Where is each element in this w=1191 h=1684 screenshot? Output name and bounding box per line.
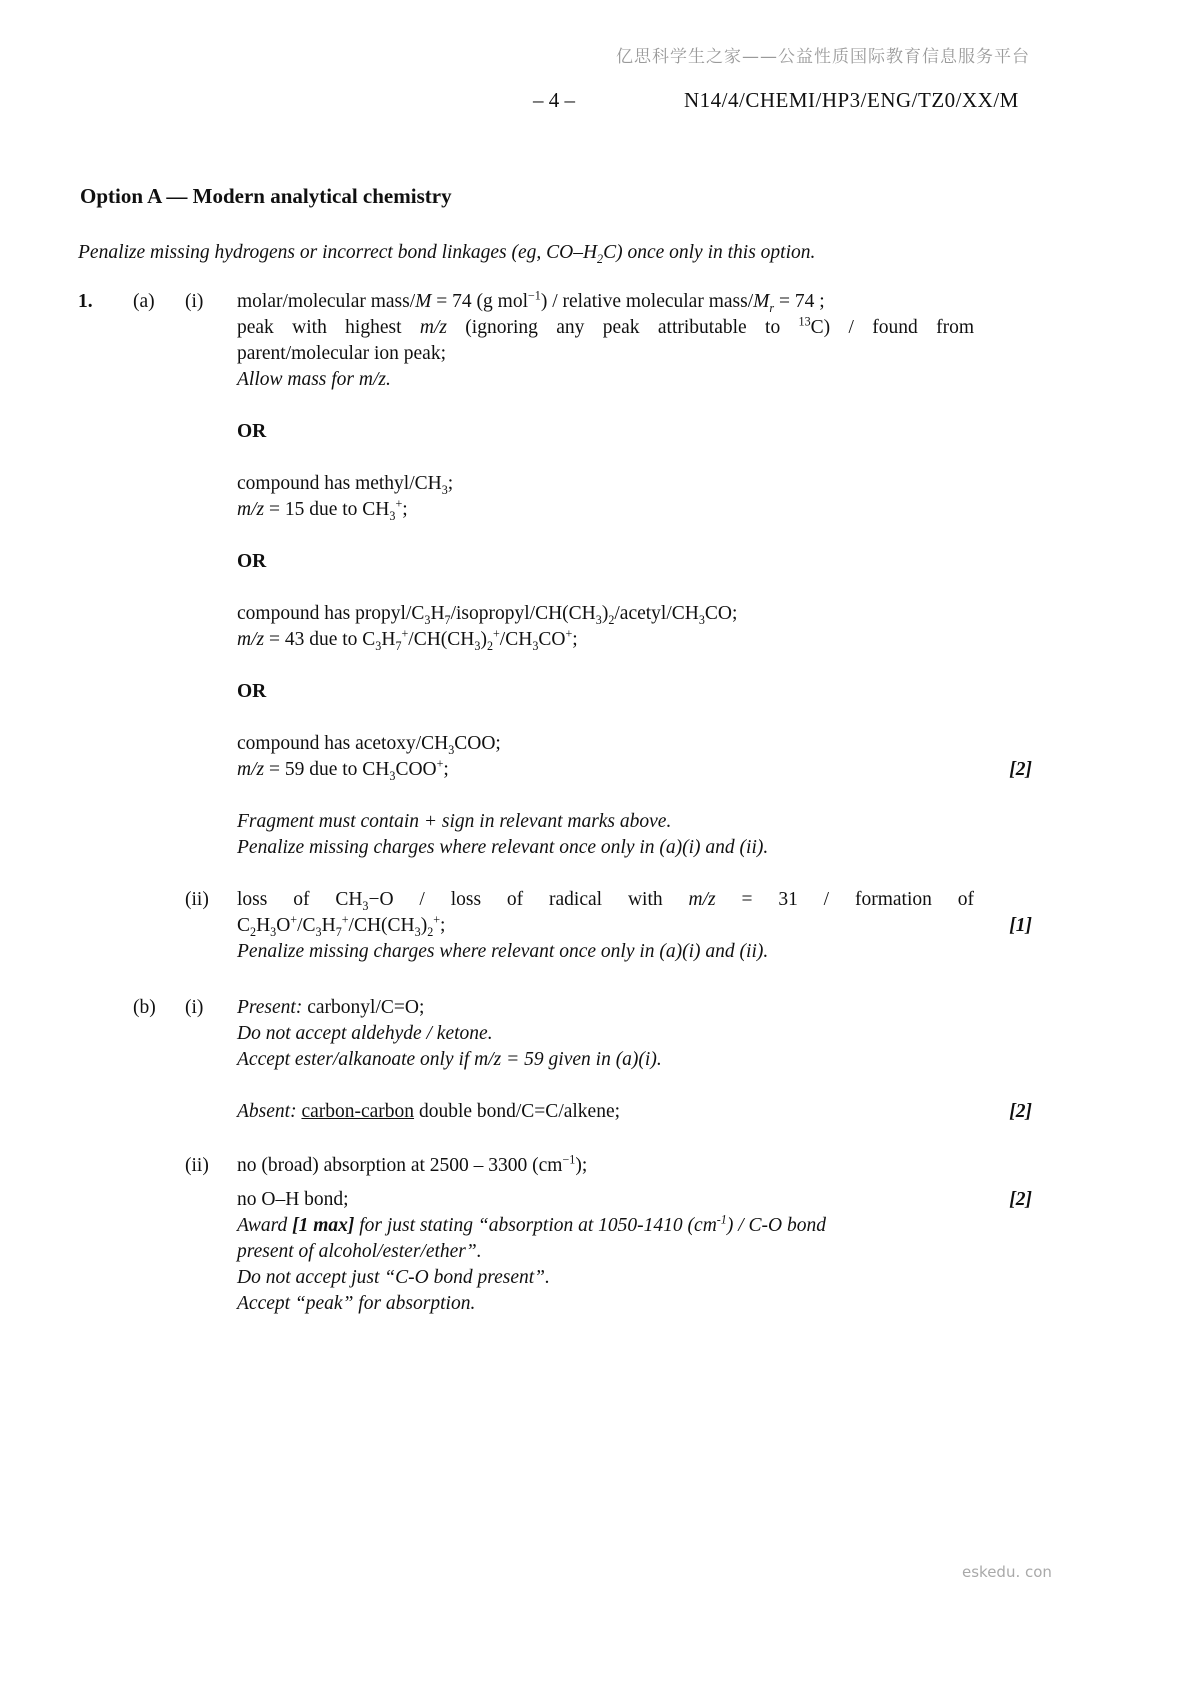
- line-text: Penalize missing hydrogens or incorrect bond linkages (eg, $CO-H_2C$) once only in this option.: [78, 242, 816, 266]
- markscheme-body: [78, 240, 1032, 1317]
- line-text: Do not accept just “C-O bond present”.: [237, 1267, 550, 1288]
- line-text: Award [1 max] for just stating “absorption at 1050-1410 $(cm^{-1}) / C-O$ bond: [237, 1212, 826, 1236]
- line-text: parent/molecular ion peak;: [237, 343, 446, 364]
- line-text: peak with highest m/z (ignoring any peak attributable to $^{13}$C) / found from: [237, 314, 974, 338]
- paper-code: N14/4/CHEMI/HP3/ENG/TZ0/XX/M: [684, 88, 1019, 112]
- line-text: loss of $CH_3-O$ / loss of radical with m/z = 31 / formation of: [237, 889, 974, 913]
- text-line: [78, 419, 1032, 445]
- text-line: [78, 757, 1032, 783]
- text-line: [78, 367, 1032, 393]
- line-text: compound has propyl/$C_3H_7/isopropyl/CH(CH_3)_2/acetyl/CH_3CO$;: [237, 603, 738, 627]
- item-label: (i): [185, 997, 204, 1018]
- text-line: [78, 1265, 1032, 1291]
- line-text: Absent: carbon-carbon double bond/C=C/alkene;: [237, 1101, 621, 1122]
- line-text: compound has acetoxy/$CH_3COO$;: [237, 733, 501, 757]
- item-label: (b): [133, 997, 156, 1018]
- text-line: [78, 887, 1032, 913]
- text-line: [78, 679, 1032, 705]
- text-line: [78, 1047, 1032, 1073]
- text-line: [78, 809, 1032, 835]
- line-text: Allow mass for m/z.: [237, 369, 391, 390]
- text-line: [78, 1291, 1032, 1317]
- watermark: eskedu. con: [962, 1563, 1052, 1581]
- line-text: OR: [237, 681, 267, 702]
- line-text: no (broad) absorption at 2500 – 3300 $(cm^{-1})$;: [237, 1152, 588, 1176]
- line-text: Fragment must contain + sign in relevant marks above.: [237, 811, 672, 832]
- line-text: molar/molecular mass/M = 74 (g mol$^{-1}$) / relative molecular mass/$M_r = 74$ ;: [237, 288, 825, 315]
- text-line: [78, 549, 1032, 575]
- text-line: [78, 995, 1032, 1021]
- line-text: OR: [237, 551, 267, 572]
- line-text: Accept “peak” for absorption.: [237, 1293, 476, 1314]
- line-text: Do not accept aldehyde / ketone.: [237, 1023, 493, 1044]
- line-text: Accept ester/alkanoate only if m/z = 59 given in (a)(i).: [237, 1049, 662, 1070]
- text-line: [78, 835, 1032, 861]
- text-line: [78, 315, 1032, 341]
- mark-award: [2]: [1009, 1189, 1032, 1210]
- text-line: [78, 471, 1032, 497]
- site-banner: 亿思科学生之家——公益性质国际教育信息服务平台: [616, 47, 1030, 67]
- line-text: m/z = 43 due to $C_3H_7^+/CH(CH_3)_2^+/CH_3CO^+$;: [237, 626, 578, 653]
- text-line: [78, 627, 1032, 653]
- item-label: (ii): [185, 1155, 209, 1176]
- text-line: [78, 497, 1032, 523]
- text-line: [78, 601, 1032, 627]
- line-text: m/z = 59 due to $CH_3COO^+$;: [237, 756, 449, 783]
- line-text: Present: carbonyl/C=O;: [237, 997, 425, 1018]
- text-line: [78, 1213, 1032, 1239]
- text-line: [78, 1021, 1032, 1047]
- text-line: [78, 1153, 1032, 1179]
- item-label: (a): [133, 291, 155, 312]
- text-line: [78, 240, 1032, 266]
- item-label: 1.: [78, 291, 93, 312]
- item-label: (ii): [185, 889, 209, 910]
- page-number: – 4 –: [533, 88, 575, 112]
- mark-award: [2]: [1009, 759, 1032, 780]
- line-text: no O–H bond;: [237, 1189, 349, 1210]
- line-text: compound has methyl/$CH_3$;: [237, 473, 454, 497]
- text-line: [78, 341, 1032, 367]
- section-title: Option A — Modern analytical chemistry: [80, 184, 452, 208]
- text-line: [78, 913, 1032, 939]
- mark-award: [1]: [1009, 915, 1032, 936]
- text-line: [78, 289, 1032, 315]
- line-text: $C_2H_3O^+/C_3H_7^+/CH(CH_3)_2^+$;: [237, 912, 446, 939]
- line-text: Penalize missing charges where relevant once only in (a)(i) and (ii).: [237, 837, 769, 858]
- item-label: (i): [185, 291, 204, 312]
- text-line: [78, 1099, 1032, 1125]
- text-line: [78, 731, 1032, 757]
- line-text: OR: [237, 421, 267, 442]
- text-line: [78, 1239, 1032, 1265]
- line-text: m/z = 15 due to $CH_3^+$;: [237, 496, 408, 523]
- line-text: present of alcohol/ester/ether”.: [237, 1241, 482, 1262]
- line-text: Penalize missing charges where relevant once only in (a)(i) and (ii).: [237, 941, 769, 962]
- text-line: [78, 939, 1032, 965]
- text-line: [78, 1187, 1032, 1213]
- mark-award: [2]: [1009, 1101, 1032, 1122]
